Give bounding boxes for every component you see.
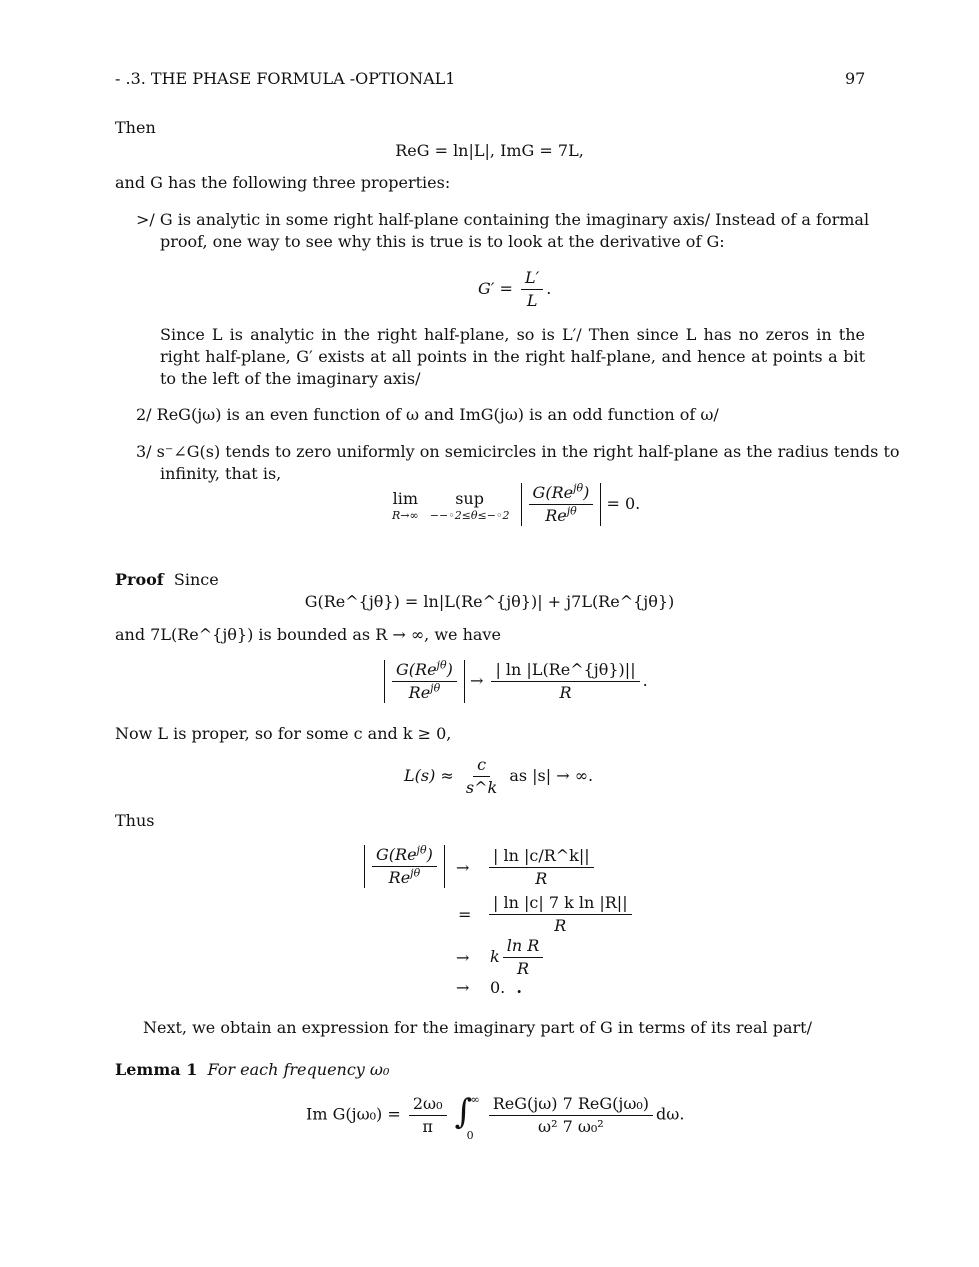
integral-upper-limit: ∞ (470, 1093, 480, 1106)
eq7-row-4 (490, 977, 522, 999)
running-header: - .3. THE PHASE FORMULA -OPTIONAL1 (115, 69, 456, 88)
eq7-row-2-fraction (489, 893, 632, 936)
proof-since: Since (173, 570, 219, 589)
eq8-coeff-denominator: π (422, 1116, 433, 1136)
proof-label: Proof (115, 570, 164, 589)
eq7-row-3-fraction (503, 936, 544, 979)
property-1-explanation: Since L is analytic in the right half-plane, so is L′/ Then since L has no zeros in the right half-plane, G′ exists at all points in the right half-plane, and hence at points a bit to the left of the imaginary axis/ (160, 325, 865, 388)
property-3-line-1: 3/ s⁻∠G(s) tends to zero uniformly on semicircles in the right half-plane as the radius tends to (136, 442, 900, 461)
eq7-row-2-numerator: | ln |c| 7 k ln |R|| (489, 893, 632, 915)
eq7-row-3-numerator: ln R (503, 936, 544, 958)
eq3-denominator: $Re^{j\theta}$ (545, 504, 577, 525)
eq2-numerator: L′ (521, 268, 543, 290)
eq2-denominator: L (526, 291, 538, 310)
eq7-row-3-k: k (490, 947, 500, 966)
eq7-row-1-fraction (489, 846, 594, 889)
equation-re-im-g: ReG = ln|L|, ImG = 7L, (395, 141, 584, 160)
text-thus: Thus (115, 811, 155, 830)
text-then: Then (115, 118, 156, 137)
property-1-line-2: proof, one way to see why this is true is to look at the derivative of G: (160, 232, 725, 251)
eq7-arrow-1: → (456, 858, 470, 877)
eq8-integrand-denominator: ω² 7 ω₀² (538, 1116, 604, 1136)
eq5-right-fraction (491, 660, 639, 703)
eq8-integrand-numerator: ReG(jω) 7 ReG(jω₀) (489, 1094, 653, 1116)
eq6-denominator: s^k (465, 778, 498, 797)
eq8-coeff-numerator: 2ω₀ (409, 1094, 447, 1116)
property-1-line-1: >/ G is analytic in some right half-plane containing the imaginary axis/ Instead of a formal (136, 210, 870, 229)
eq8-coeff-fraction (409, 1094, 447, 1137)
eq7-abs-bars (364, 845, 445, 888)
eq7-row-2-denominator: R (554, 916, 567, 935)
eq7-row-3-denominator: R (516, 959, 529, 978)
eq7-row-1 (486, 846, 597, 889)
eq7-row-4-value: 0. (490, 978, 506, 997)
eq5-abs-bars (384, 660, 465, 703)
eq5-arrow: → (469, 671, 484, 690)
integral-lower-limit: 0 (466, 1129, 474, 1142)
equation-limit-sup (392, 483, 640, 526)
integral-glyph: ∫ (454, 1092, 473, 1132)
eq8-differential: dω. (656, 1104, 685, 1124)
sup-label: sup (455, 488, 484, 508)
eq7-row-3 (490, 936, 546, 979)
equation-limit-ratio: $\frac{G(Re^{j\theta})}{Re^{j\theta}}$ → $\frac{| \ln |L(Re\^{}\{j\theta\})||}{R}$ . (384, 660, 648, 703)
integral-sign (454, 1092, 481, 1142)
eq7-lhs-numerator: $G(Re^{j\theta})$ (372, 845, 437, 867)
sup-subscript: −−◦2≤θ≤−◦2 (429, 508, 510, 522)
limit-operator (392, 488, 419, 522)
qed-mark: . (516, 978, 522, 997)
eq5-left-fraction (392, 660, 457, 703)
eq7-lhs-denominator: $Re^{j\theta}$ (388, 866, 421, 887)
eq7-row-2 (486, 893, 635, 936)
eq2-lhs: G′ = (478, 279, 513, 298)
eq3-result: = 0. (606, 494, 641, 513)
sup-operator (430, 488, 510, 522)
lemma-heading (115, 1059, 389, 1081)
eq7-row-1-denominator: R (535, 869, 548, 888)
eq5-left-denominator: $Re^{j\theta}$ (408, 681, 441, 702)
eq7-arrow-2: → (456, 948, 470, 967)
proof-heading (115, 569, 219, 591)
text-next: Next, we obtain an expression for the imaginary part of G in terms of its real part/ (143, 1018, 812, 1037)
text-bounded: and 7L(Re^{jθ}) is bounded as R → ∞, we have (115, 625, 501, 644)
eq6-lhs: L(s) ≈ (404, 766, 454, 785)
property-2: 2/ ReG(jω) is an even function of ω and ImG(jω) is an odd function of ω/ (136, 405, 719, 424)
eq7-equals: = (458, 905, 472, 924)
property-3-line-2: infinity, that is, (160, 464, 282, 483)
eq8-lhs: Im G(jω₀) = (306, 1104, 401, 1124)
text-l-proper: Now L is proper, so for some c and k ≥ 0, (115, 724, 452, 743)
eq5-right-denominator: R (559, 683, 572, 702)
eq5-right-numerator: | ln |L(Re^{jθ})|| (491, 660, 639, 682)
eq6-rhs: as |s| → ∞. (509, 766, 594, 785)
equation-g-expansion: G(Re^{jθ}) = ln|L(Re^{jθ})| + j7L(Re^{jθ}) (304, 592, 675, 611)
eq3-numerator: $G(Re^{j\theta})$ (529, 483, 594, 505)
eq6-fraction (462, 755, 501, 798)
eq7-lhs (364, 845, 445, 888)
equation-derivative-g (478, 268, 551, 311)
eq7-row-1-numerator: | ln |c/R^k|| (489, 846, 594, 868)
limit-subscript: R→∞ (392, 508, 419, 522)
eq2-period: . (546, 279, 552, 298)
eq8-integrand-fraction (489, 1094, 653, 1137)
eq2-fraction (521, 268, 543, 311)
eq5-left-numerator: $G(Re^{j\theta})$ (392, 660, 457, 682)
abs-value-bars (521, 483, 602, 526)
equation-lemma (306, 1092, 685, 1142)
limit-label: lim (392, 488, 419, 508)
eq6-numerator: c (473, 755, 490, 777)
eq7-lhs-fraction (372, 845, 437, 888)
equation-l-approx (404, 755, 593, 798)
eq7-arrow-3: → (456, 978, 470, 997)
eq3-fraction (529, 483, 594, 526)
lemma-statement: For each frequency ω₀ (207, 1060, 390, 1079)
text-properties-intro: and G has the following three properties: (115, 173, 451, 192)
lemma-label: Lemma 1 (115, 1060, 198, 1079)
page-number: 97 (845, 69, 866, 88)
